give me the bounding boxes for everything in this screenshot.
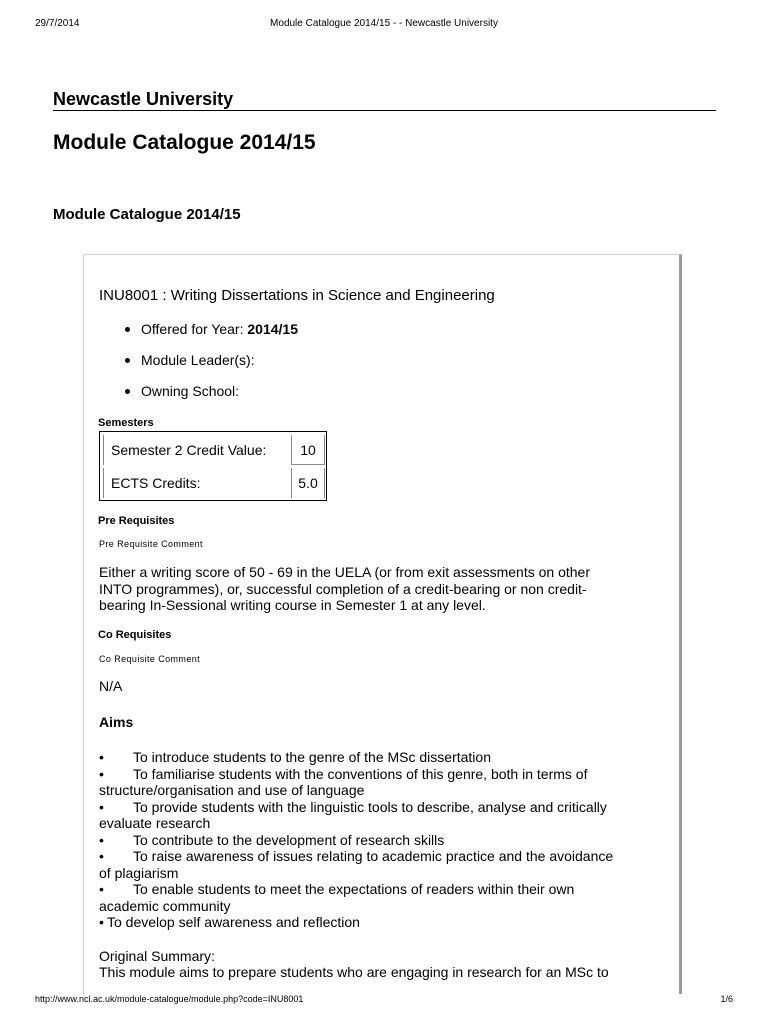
list-item (99, 914, 669, 931)
module-panel (83, 254, 682, 994)
university-name[interactable]: Newcastle University (53, 89, 234, 109)
pre-requisite-comment-label: Pre Requisite Comment (99, 539, 203, 549)
summary-label: Original Summary: (99, 948, 215, 964)
section-title: Module Catalogue 2014/15 (53, 206, 241, 223)
pre-requisite-line: INTO programmes), or, successful completion of a credit-bearing or non credit- (99, 580, 587, 597)
bullet: • (99, 881, 104, 897)
semesters-table (99, 431, 327, 501)
ects-credits-value: 5.0 (291, 468, 325, 498)
page-number: 1/6 (720, 994, 733, 1004)
header-divider (53, 110, 716, 111)
co-requisites-heading: Co Requisites (98, 629, 172, 641)
semester-credit-label: Semester 2 Credit Value: (103, 435, 288, 465)
pre-requisite-line: Either a writing score of 50 - 69 in the UELA (or from exit assessments on other (99, 564, 590, 580)
bullet: • (99, 798, 104, 815)
aim-text: To introduce students to the genre of the MSc dissertation (133, 749, 491, 765)
list-item (99, 832, 669, 849)
print-footer (0, 992, 768, 1006)
pre-requisite-line: bearing In-Sessional writing course in Semester 1 at any level. (99, 597, 486, 613)
print-url: http://www.ncl.ac.uk/module-catalogue/module.php?code=INU8001 (35, 994, 304, 1004)
aim-continuation: of plagiarism (99, 864, 179, 881)
offered-year-label: Offered for Year: (141, 321, 248, 337)
aim-text: To raise awareness of issues relating to academic practice and the avoidance (133, 848, 614, 864)
bullet: • (99, 914, 104, 930)
aim-text: To enable students to meet the expectations of readers within their own (133, 881, 575, 897)
aim-continuation: structure/organisation and use of language (99, 782, 365, 798)
offered-year-value: 2014/15 (247, 321, 298, 337)
module-title: INU8001 : Writing Dissertations in Science and Engineering (99, 287, 495, 304)
co-requisite-comment: N/A (99, 678, 123, 694)
list-item (99, 799, 669, 816)
semester-credit-value: 10 (291, 435, 325, 465)
bullet: • (99, 848, 104, 864)
pre-requisites-heading: Pre Requisites (98, 515, 175, 527)
pre-requisite-comment (99, 564, 669, 614)
print-date: 29/7/2014 (35, 18, 80, 29)
list-item (99, 766, 669, 783)
print-page-title: Module Catalogue 2014/15 - - Newcastle University (270, 18, 498, 29)
list-item (99, 881, 669, 898)
aim-continuation: academic community (99, 897, 231, 914)
co-requisite-comment-label: Co Requisite Comment (99, 654, 201, 664)
aim-text: To familiarise students with the conventions of this genre, both in terms of (133, 765, 588, 782)
table-row (103, 468, 323, 498)
module-leader-label: Module Leader(s): (141, 352, 255, 368)
print-header (0, 17, 768, 31)
list-item (99, 749, 669, 766)
ects-credits-label: ECTS Credits: (103, 468, 288, 498)
summary-text: This module aims to prepare students who are engaging in research for an MSc to (99, 964, 609, 980)
bullet: • (99, 765, 104, 782)
semesters-heading: Semesters (98, 417, 154, 429)
owning-school-label: Owning School: (141, 383, 240, 399)
aims-list (99, 749, 669, 931)
aims-heading: Aims (99, 714, 134, 730)
module-leader-item (99, 350, 298, 381)
aim-continuation: evaluate research (99, 815, 211, 831)
aim-text: To provide students with the linguistic tools to describe, analyse and critically (133, 798, 607, 815)
bullet: • (99, 749, 104, 765)
bullet: • (99, 831, 104, 848)
owning-school-item (99, 381, 298, 412)
aim-text: To contribute to the development of research skills (133, 831, 445, 848)
module-info-list (99, 319, 298, 412)
table-row (103, 435, 323, 465)
page-title: Module Catalogue 2014/15 (53, 131, 316, 154)
list-item (99, 848, 669, 865)
aim-text: To develop self awareness and reflection (107, 914, 360, 930)
offered-year-item (99, 319, 298, 350)
